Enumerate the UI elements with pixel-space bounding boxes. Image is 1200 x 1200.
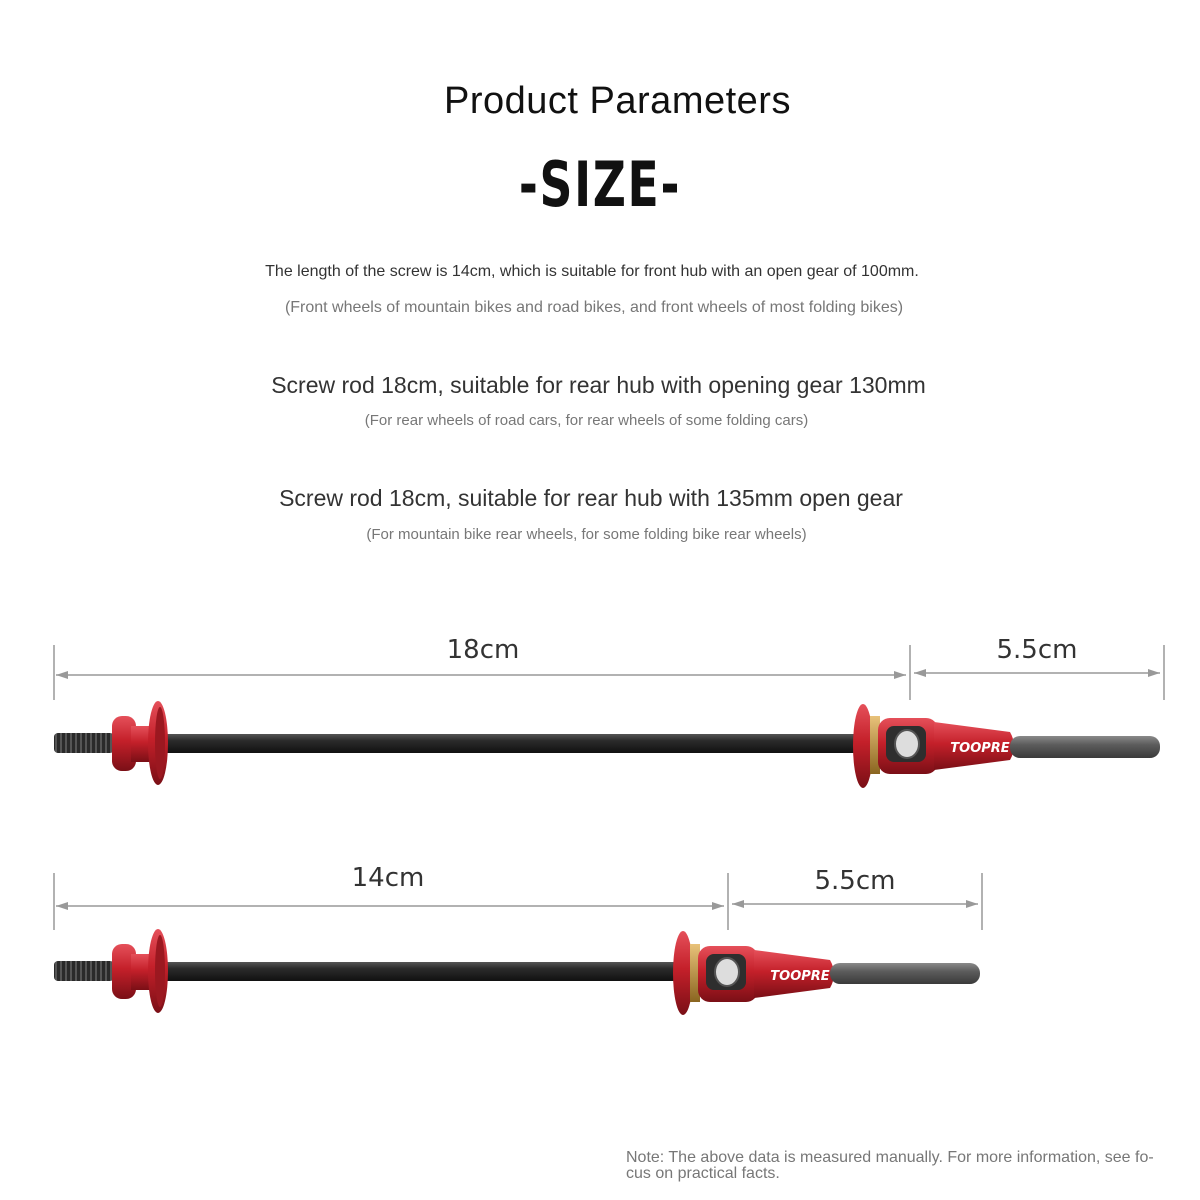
spec-rear130-main: Screw rod 18cm, suitable for rear hub with opening gear 130mm <box>271 372 926 398</box>
long-axle-brand-label: TOOPRE <box>950 741 1010 756</box>
long-axle-dimensions <box>54 635 1164 700</box>
spec-rear130-note: (For rear wheels of road cars, for rear wheels of some folding cars) <box>364 412 809 429</box>
size-heading: -SIZE- <box>518 148 682 221</box>
short-axle-thread <box>54 961 114 981</box>
spec-front-main: The length of the screw is 14cm, which is suitable for front hub with an open gear of 100mm. <box>265 263 919 280</box>
short-axle-end-nut <box>112 929 168 1013</box>
short-axle-lever-head <box>673 931 834 1015</box>
short-axle-lever-handle <box>830 963 980 984</box>
long-lever-length-label: 5.5cm <box>996 635 1078 665</box>
short-lever-length-label: 5.5cm <box>814 866 896 896</box>
short-axle-rod <box>112 962 692 981</box>
spec-front-note: (Front wheels of mountain bikes and road bikes, and front wheels of most folding bikes) <box>284 299 904 316</box>
short-axle-brand-label: TOOPRE <box>770 969 830 984</box>
spec-rear135-main: Screw rod 18cm, suitable for rear hub with 135mm open gear <box>279 485 903 511</box>
long-axle-lever-head <box>853 704 1014 788</box>
spec-rear135-note: (For mountain bike rear wheels, for some folding bike rear wheels) <box>366 526 807 543</box>
long-axle-end-nut <box>112 701 168 785</box>
footer-note: Note: The above data is measured manually. For more information, see fo-cus on practical facts. <box>626 1149 1154 1182</box>
short-axle-dimensions <box>54 863 982 930</box>
long-axle-thread <box>54 733 114 753</box>
short-axle <box>54 929 980 1015</box>
long-axle-lever-handle <box>1010 736 1160 758</box>
long-rod-length-label: 18cm <box>446 635 520 665</box>
long-axle <box>54 701 1160 788</box>
page-title: Product Parameters <box>444 80 791 122</box>
short-rod-length-label: 14cm <box>351 863 425 893</box>
long-axle-rod <box>112 734 872 753</box>
